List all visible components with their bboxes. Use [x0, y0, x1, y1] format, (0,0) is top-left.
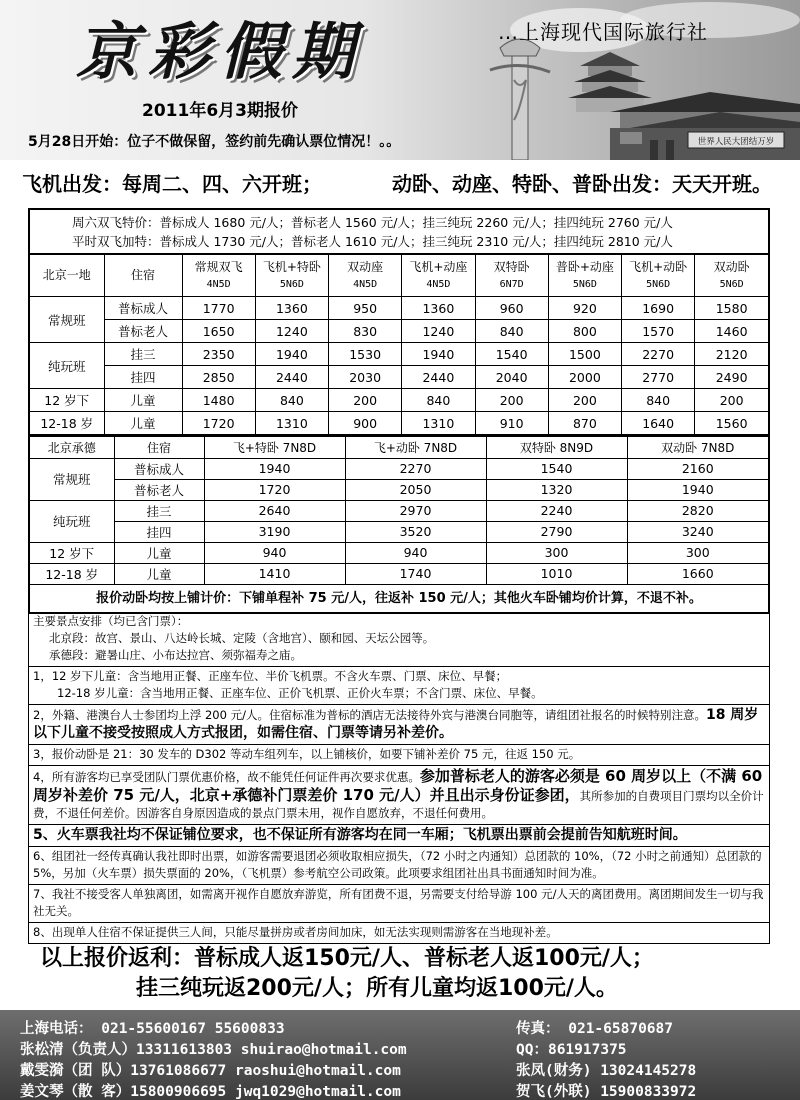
price-cell: 1940 — [204, 458, 345, 479]
price-cell: 2030 — [329, 366, 402, 389]
price-cell: 800 — [548, 320, 621, 343]
col-header-name: 双特卧 — [493, 259, 530, 274]
table-row — [30, 479, 768, 500]
brand-title: 京彩假期 — [76, 15, 365, 88]
col-header-duration: 5N6D — [646, 278, 671, 290]
col-header — [30, 255, 104, 297]
group-label: 常规班 — [30, 297, 104, 343]
room-type: 挂三 — [104, 343, 182, 366]
note-4-discount: 4，所有游客均已享受团队门票优惠价格，故不能凭任何证件再次要求优惠。 — [33, 770, 420, 784]
rebate-line-2: 挂三纯玩返200元/人；所有儿童均返100元/人。 — [136, 976, 618, 1001]
room-type: 普标老人 — [104, 320, 182, 343]
price-cell: 1360 — [255, 297, 328, 320]
table-row — [30, 563, 768, 584]
room-type: 儿童 — [114, 563, 204, 584]
price-cell: 870 — [548, 412, 621, 435]
bunk-pricing-note: 报价动卧均按上铺计价：下铺单程补 75 元/人，往返补 150 元/人；其他火车卧铺均价计算，不退不补。 — [30, 584, 768, 612]
room-type: 挂四 — [104, 366, 182, 389]
special-offer-saturday: 周六双飞特价：普标成人 1680 元/人；普标老人 1560 元/人；挂三纯玩 2260 元/人；挂四纯玩 2760 元/人 — [72, 215, 673, 230]
note-2-minors: 18 周岁以下儿童不接受按照成人方式报团，如需住宿、门票等请另补差价。 — [33, 707, 759, 741]
price-cell: 1360 — [402, 297, 475, 320]
price-cell: 960 — [475, 297, 548, 320]
col-header-duration: 6N7D — [499, 278, 524, 290]
price-cell: 2490 — [695, 366, 768, 389]
price-cell: 1310 — [402, 412, 475, 435]
col-header-name: 双动卧 — [713, 259, 750, 274]
col-header: 双特卧 8N9D — [486, 436, 627, 458]
price-cell: 1940 — [627, 479, 768, 500]
table-row — [30, 500, 768, 521]
col-header-name: 飞机+动座 — [409, 259, 468, 274]
col-header — [475, 255, 548, 297]
price-cell: 1740 — [345, 563, 486, 584]
price-cell: 2790 — [486, 521, 627, 542]
col-header-duration: 4N5D — [353, 278, 378, 290]
contact-finance: 张凤(财务) 13024145278 — [516, 1063, 697, 1079]
col-header: 飞+动卧 7N8D — [345, 436, 486, 458]
col-header-duration: 5N6D — [719, 278, 744, 290]
price-cell: 2050 — [345, 479, 486, 500]
price-cell: 900 — [329, 412, 402, 435]
attraction-chengde: 承德段：避暑山庄、小布达拉宫、须弥福寿之庙。 — [49, 648, 302, 662]
quote-period: 2011年6月3期报价 — [142, 101, 298, 121]
price-cell: 300 — [627, 542, 768, 563]
price-cell: 940 — [204, 542, 345, 563]
col-header-name: 飞机+特卧 — [262, 259, 321, 274]
price-cell: 2970 — [345, 500, 486, 521]
col-header: 北京承德 — [30, 436, 114, 458]
price-cell: 1310 — [255, 412, 328, 435]
price-cell: 1500 — [548, 343, 621, 366]
table-row — [30, 389, 768, 412]
room-type: 挂三 — [114, 500, 204, 521]
price-cell: 840 — [402, 389, 475, 412]
col-header-duration: 4N5D — [426, 278, 451, 290]
note-6: 6、组团社一经传真确认我社即时出票，如游客需要退团必须收取相应损失，（72 小时之内通知）总团款的 10%，（72 小时之前通知）总团款的 5%，另加（火车票）损失票面的 20%，（飞机票）参考航空公司政策。此项要求组团社出具书面通知时间为准。 — [29, 847, 769, 885]
price-cell: 840 — [475, 320, 548, 343]
col-header-name: 飞机+动卧 — [629, 259, 688, 274]
price-cell: 2270 — [345, 458, 486, 479]
col-header-name: 住宿 — [130, 268, 155, 282]
group-label: 纯玩班 — [30, 343, 104, 389]
price-table-container — [28, 208, 770, 614]
price-cell: 1540 — [475, 343, 548, 366]
attractions-title: 主要景点安排（均已含门票）： — [33, 614, 189, 628]
price-cell: 300 — [486, 542, 627, 563]
shanghai-phone: 上海电话： 021-55600167 55600833 — [20, 1021, 285, 1037]
flight-schedule: 飞机出发：每周二、四、六开班； — [22, 172, 322, 196]
col-header-duration: 4N5D — [206, 278, 231, 290]
rebate-section — [40, 944, 780, 1004]
room-type: 儿童 — [104, 389, 182, 412]
price-cell: 2820 — [627, 500, 768, 521]
price-cell: 1010 — [486, 563, 627, 584]
table-row — [30, 412, 768, 435]
note-2-foreign: 2，外籍、港澳台人士参团均上浮 200 元/人。住宿标准为普标的酒店无法接待外宾与港澳台同胞等，请组团社报名的时候特别注意。 — [33, 708, 706, 722]
beijing-chengde-price-table — [30, 435, 768, 584]
group-label: 12 岁下 — [30, 542, 114, 563]
price-cell: 1640 — [622, 412, 695, 435]
price-cell: 920 — [548, 297, 621, 320]
price-cell: 2640 — [204, 500, 345, 521]
price-cell: 1570 — [622, 320, 695, 343]
note-1-12-to-18: 12-18 岁儿童：含当地用正餐、正座车位、正价飞机票、正价火车票；不含门票、床位、早餐。 — [57, 686, 543, 700]
price-cell: 200 — [695, 389, 768, 412]
room-type: 普标老人 — [114, 479, 204, 500]
room-type: 普标成人 — [114, 458, 204, 479]
room-type: 普标成人 — [104, 297, 182, 320]
table-row — [30, 343, 768, 366]
price-cell: 2770 — [622, 366, 695, 389]
group-label: 常规班 — [30, 458, 114, 500]
note-4-selfpay: 其所参加的自费项目门票均以全价计费，不退任何差价。因游客自身原因造成的景点门票未用，视作自愿放弃，不退任何费用。 — [33, 789, 764, 820]
price-cell: 2120 — [695, 343, 768, 366]
price-cell: 3190 — [204, 521, 345, 542]
contact-manager: 张松清（负责人）13311613803 shuirao@hotmail.com — [20, 1042, 407, 1058]
price-cell: 2270 — [622, 343, 695, 366]
price-cell: 1460 — [695, 320, 768, 343]
contact-qq: QQ：861917375 — [516, 1042, 627, 1058]
group-label: 12-18 岁 — [30, 412, 104, 435]
price-cell: 1410 — [204, 563, 345, 584]
room-type: 儿童 — [104, 412, 182, 435]
price-cell: 200 — [475, 389, 548, 412]
table-row — [30, 521, 768, 542]
price-cell: 2000 — [548, 366, 621, 389]
room-type: 挂四 — [114, 521, 204, 542]
booking-notice: 5月28日开始：位子不做保留，签约前先确认票位情况！。。 — [28, 134, 401, 150]
price-cell: 910 — [475, 412, 548, 435]
price-cell: 200 — [329, 389, 402, 412]
rebate-line-1: 以上报价返利：普标成人返150元/人、普标老人返100元/人； — [40, 946, 654, 971]
price-cell: 950 — [329, 297, 402, 320]
train-schedule: 动卧、动座、特卧、普卧出发：天天开班。 — [392, 172, 772, 196]
gate-sign-text: 世界人民大团结万岁 — [697, 137, 775, 147]
price-cell: 1940 — [402, 343, 475, 366]
price-cell: 2440 — [255, 366, 328, 389]
price-cell: 1720 — [182, 412, 255, 435]
col-header-duration: 5N6D — [279, 278, 304, 290]
table-row — [30, 542, 768, 563]
note-4 — [29, 766, 769, 825]
price-cell: 840 — [255, 389, 328, 412]
attraction-beijing: 北京段：故宫、景山、八达岭长城、定陵（含地宫）、颐和园、天坛公园等。 — [49, 631, 435, 645]
note-4-seniors: 参加普标老人的游客必须是 60 周岁以上（不满 60 周岁补差价 75 元/人，北京+承德补门票差价 170 元/人）并且出示身份证参团， — [33, 767, 763, 804]
beijing-price-table — [30, 254, 768, 435]
col-header: 住宿 — [114, 436, 204, 458]
table-row — [30, 320, 768, 343]
price-cell: 1530 — [329, 343, 402, 366]
price-cell: 2440 — [402, 366, 475, 389]
price-cell: 940 — [345, 542, 486, 563]
contact-individual: 姜文琴（散 客）15800906695 jwq1029@hotmail.com — [20, 1084, 401, 1100]
col-header — [622, 255, 695, 297]
group-label: 12-18 岁 — [30, 563, 114, 584]
contact-group: 戴雯漪（团 队）13761086677 raoshui@hotmail.com — [20, 1063, 401, 1079]
price-cell: 1650 — [182, 320, 255, 343]
price-cell: 2350 — [182, 343, 255, 366]
price-cell: 1940 — [255, 343, 328, 366]
col-header — [104, 255, 182, 297]
header-banner — [0, 0, 800, 160]
col-header: 飞+特卧 7N8D — [204, 436, 345, 458]
price-cell: 3520 — [345, 521, 486, 542]
note-8: 8、出现单人住宿不保证提供三人间，只能尽量拼房或者房间加床，如无法实现则需游客在当地现补差。 — [33, 925, 558, 939]
price-cell: 830 — [329, 320, 402, 343]
price-cell: 2850 — [182, 366, 255, 389]
price-cell: 840 — [622, 389, 695, 412]
note-2 — [29, 705, 769, 745]
price-cell: 1720 — [204, 479, 345, 500]
departure-schedule — [22, 168, 792, 197]
table-row — [30, 297, 768, 320]
price-cell: 3240 — [627, 521, 768, 542]
price-cell: 1240 — [255, 320, 328, 343]
price-cell: 1560 — [695, 412, 768, 435]
group-label: 纯玩班 — [30, 500, 114, 542]
room-type: 儿童 — [114, 542, 204, 563]
price-cell: 1480 — [182, 389, 255, 412]
special-offers — [30, 210, 768, 254]
col-header — [255, 255, 328, 297]
col-header-name: 北京一地 — [42, 268, 91, 282]
col-header-name: 常规双飞 — [194, 259, 243, 274]
col-header-duration: 5N6D — [572, 278, 597, 290]
price-cell: 200 — [548, 389, 621, 412]
special-offer-weekday: 平时双飞加特：普标成人 1730 元/人；普标老人 1610 元/人；挂三纯玩 2310 元/人；挂四纯玩 2810 元/人 — [72, 234, 673, 249]
price-cell: 2160 — [627, 458, 768, 479]
col-header-name: 双动座 — [347, 259, 384, 274]
note-3: 3，报价动卧是 21：30 发车的 D302 等动车组列车，以上铺核价，如要下铺补差价 75 元，往返 150 元。 — [29, 745, 769, 766]
price-cell: 1660 — [627, 563, 768, 584]
price-cell: 1540 — [486, 458, 627, 479]
price-cell: 1770 — [182, 297, 255, 320]
price-cell: 1580 — [695, 297, 768, 320]
note-5: 5、火车票我社均不保证铺位要求，也不保证所有游客均在同一车厢；飞机票出票前会提前告知航班时间。 — [29, 825, 769, 847]
col-header — [182, 255, 255, 297]
note-7: 7、我社不接受客人单独离团，如需离开视作自愿放弃游览，所有团费不退，另需要支付给导游 100 元/人天的离团费用。离团期间发生一切与我社无关。 — [29, 885, 769, 923]
agency-name: …上海现代国际旅行社 — [498, 20, 708, 44]
contact-liaison: 贺飞(外联) 15900833972 — [516, 1084, 697, 1100]
contact-footer — [0, 1010, 800, 1100]
col-header-name: 普卧+动座 — [555, 259, 614, 274]
price-cell: 1320 — [486, 479, 627, 500]
note-1-under-12: 1，12 岁下儿童：含当地用正餐、正座车位、半价飞机票。不含火车票、门票、床位、早餐； — [33, 669, 508, 683]
table-row — [30, 458, 768, 479]
col-header — [548, 255, 621, 297]
col-header — [329, 255, 402, 297]
col-header: 双动卧 7N8D — [627, 436, 768, 458]
table-row — [30, 366, 768, 389]
attractions-section — [29, 612, 769, 667]
col-header — [695, 255, 768, 297]
group-label: 12 岁下 — [30, 389, 104, 412]
terms-notes — [28, 612, 770, 944]
col-header — [402, 255, 475, 297]
price-cell: 2240 — [486, 500, 627, 521]
note-1 — [29, 667, 769, 705]
price-cell: 1690 — [622, 297, 695, 320]
price-cell: 2040 — [475, 366, 548, 389]
fax-number: 传真： 021-65870687 — [516, 1021, 673, 1037]
price-cell: 1240 — [402, 320, 475, 343]
